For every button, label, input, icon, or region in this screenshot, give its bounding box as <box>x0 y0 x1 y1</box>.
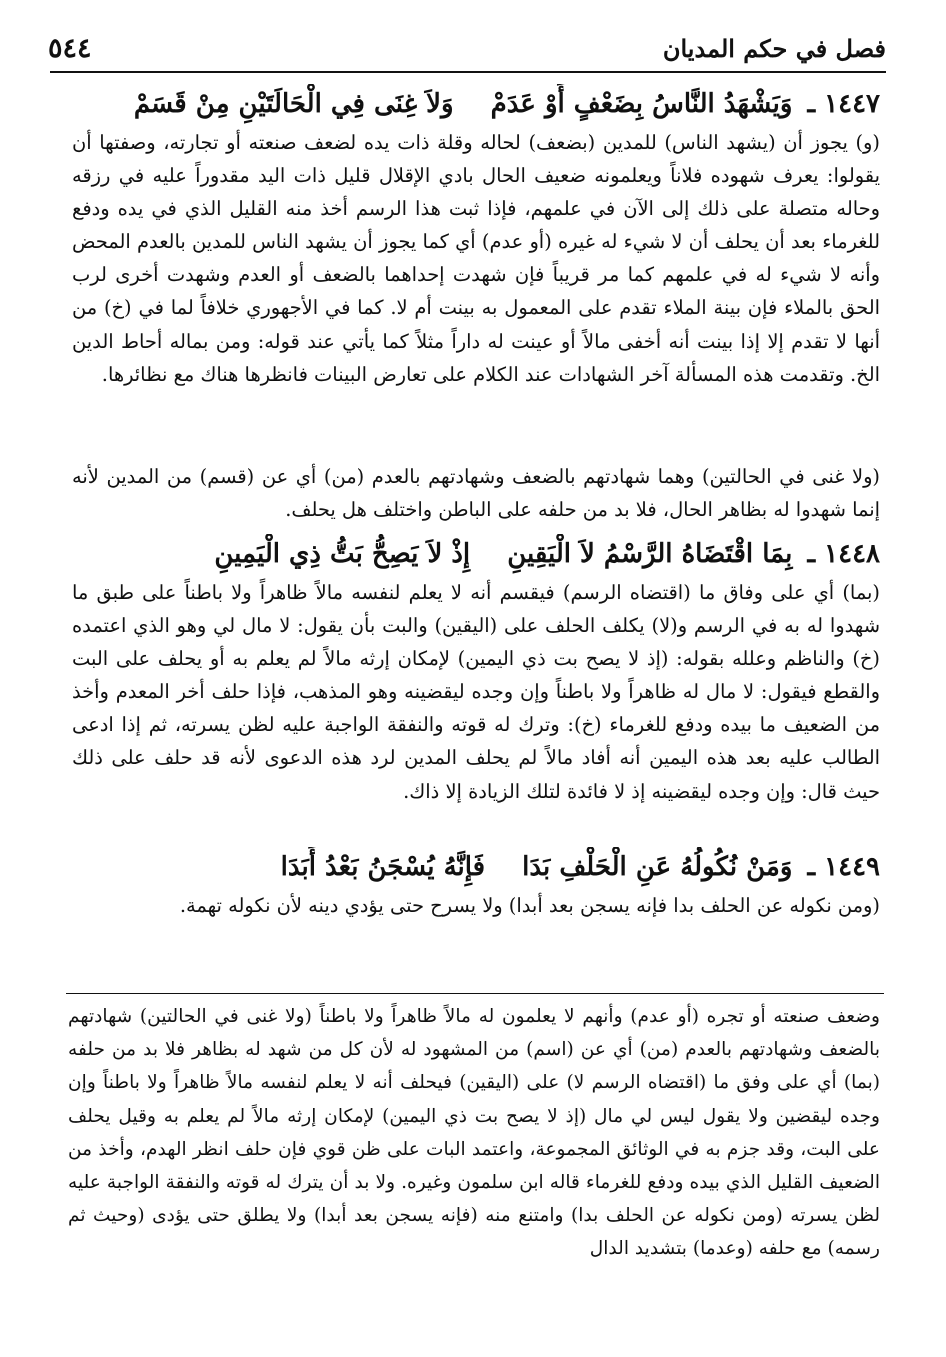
commentary-paragraph: (بما) أي على وفاق ما (اقتضاه الرسم) فيقسم أنه لا يعلم لنفسه مالاً ظاهراً ولا باطناً على طبق ما شهدوا له به في الرسم و(لا) يكلف الحلف على (اليقين) والبت بأن يقول: لا مال لي وهو الذي اعتمده (خ) والناظم وعلله بقوله: (إذ لا يصح بت ذي اليمين) لإمكان إرثه مالاً لم يعلم به أو يحلف على البت والقطع فيقول: لا مال له ظاهراً ولا باطناً وإن وجده ليقضينه وهو المذهب، فإذا حلف أخر المعدم وأخذ من الضعيف ما بيده ودفع للغرماء (خ): وترك له قوته والنفقة الواجبة عليه لظن يسرته، ثم إذا ادعى الطالب عليه بعد هذه اليمين أنه أفاد مالاً لم يحلف المدين لرد هذه الدعوى لأنه قد حلف على ذلك حيث قال: وإن وجده ليقضينه إذ لا فائدة لتلك الزيادة إلا ذاك. <box>72 581 880 803</box>
commentary-paragraph: (و) يجوز أن (يشهد الناس) للمدين (بضعف) لحاله وقلة ذات يده لضعف صنعته أو تجارته، وصفتها أن يقولوا: يعرف شهوده فلاناً ويعلمونه ضعيف الحال بادي الإقلال قليل ذات اليد مقدوراً عليه في رزقه وحاله متصلة على ذلك إلى الآن في علمهم، فإذا ثبت هذا الرسم أخذ منه القليل الذي في يده ودفع للغرماء بعد أن يحلف أن لا شيء له غيره (أو عدم) أي كما يجوز أن يشهد الناس للمدين بالعدم المحض وأنه لا شيء له في علمهم كما مر قريباً فإن شهدت إحداهما بالضعف أو العدم وشهدت أخرى لرب الحق بالملاء فإن بينة الملاء تقدم على المعمول به بينت أم لا. كما في الأجهوري خلافاً لما في (خ) من أنها لا تقدم إلا إذا بينت أنه أخفى مالاً أو عينت له داراً مثلاً كما يأتي عند قوله: ومن بماله أحاط الدين الخ. وتقدمت هذه المسألة آخر الشهادات عند الكلام على تعارض البينات فانظرها هناك مع نظائرها. <box>72 131 880 386</box>
commentary-paragraph: (ولا غنى في الحالتين) وهما شهادتهم بالضعف وشهادتهم بالعدم (من) أي عن (قسم) من المدين لأنه إنما شهدوا له بظاهر الحال، فلا بد من حلفه على الباطن واختلف هل يحلف. <box>72 465 880 522</box>
verse-hemistich-1: بِمَا اقْتَضَاهُ الرَّسْمُ لاَ الْيَقِينِ <box>507 539 793 569</box>
verse-hemistich-2: فَإِنَّهُ يُسْجَنُ بَعْدُ أَبَدَا <box>280 852 486 882</box>
main-text <box>72 82 880 959</box>
verse-hemistich-1: وَيَشْهَدُ النَّاسُ بِضَعْفٍ أَوْ عَدَمْ <box>490 89 793 119</box>
verse-1447 <box>72 84 880 126</box>
commentary-paragraph: (ومن نكوله عن الحلف بدا فإنه يسجن بعد أبدا) ولا يسرح حتى يؤدي دينه لأن نكوله تهمة. <box>179 894 880 917</box>
header-rule <box>50 71 886 73</box>
running-title: فصل في حكم المديان <box>662 33 886 63</box>
verse-number: ١٤٤٩ ـ <box>807 852 880 882</box>
footnote-divider <box>66 993 884 994</box>
verse-1449 <box>72 847 880 889</box>
verse-hemistich-2: إِذْ لاَ يَصِحُّ بَتُّ ذِي الْيَمِينِ <box>214 539 471 569</box>
page-number: ٥٤٤ <box>48 32 92 64</box>
verse-hemistich-1: وَمَنْ نُكُولُهُ عَنِ الْحَلْفِ بَدَا <box>522 852 793 882</box>
verse-number: ١٤٤٧ ـ <box>807 89 880 119</box>
page-header <box>48 28 886 68</box>
verse-1448 <box>72 534 880 576</box>
verse-hemistich-2: وَلاَ غِنَى فِي الْحَالَتَيْنِ مِنْ قَسَمْ <box>133 89 454 119</box>
footnote-text: وضعف صنعته أو تجره (أو عدم) وأنهم لا يعلمون له مالاً ظاهراً ولا باطناً (ولا غنى في الحالتين) شهادتهم بالضعف وشهادتهم بالعدم (من) أي عن (اسم) من المشهود له لأن كل من شهد له بظاهر فلا بد من حلفه (بما) أي على وفق ما (اقتضاه الرسم لا) على (اليقين) فيحلف أنه لا يعلم لنفسه مالاً ظاهراً ولا باطناً وإن وجده ليقضين ولا يقول ليس لي مال (إذ لا يصح بت ذي اليمين) لإمكان إرثه مالاً لم يعلم به وقيل يحلف على البت، وقد جزم به في الوثائق المجموعة، واعتمد البات على ظن قوي فإن حلف انظر الهدم، وأخذ من الضعيف القليل الذي بيده ودفع للغرماء قاله ابن سلمون وغيره. ولا بد أن يترك له قوته والنفقة الواجبة عليه لظن يسرته (ومن نكوله عن الحلف بدا) وامتنع منه (فإنه يسجن بعد أبدا) ولا يطلق حتى يؤدى (وحيث ثم رسمه) مع حلفه (وعدما) بتشديد الدال <box>68 1006 880 1260</box>
verse-number: ١٤٤٨ ـ <box>807 539 880 569</box>
